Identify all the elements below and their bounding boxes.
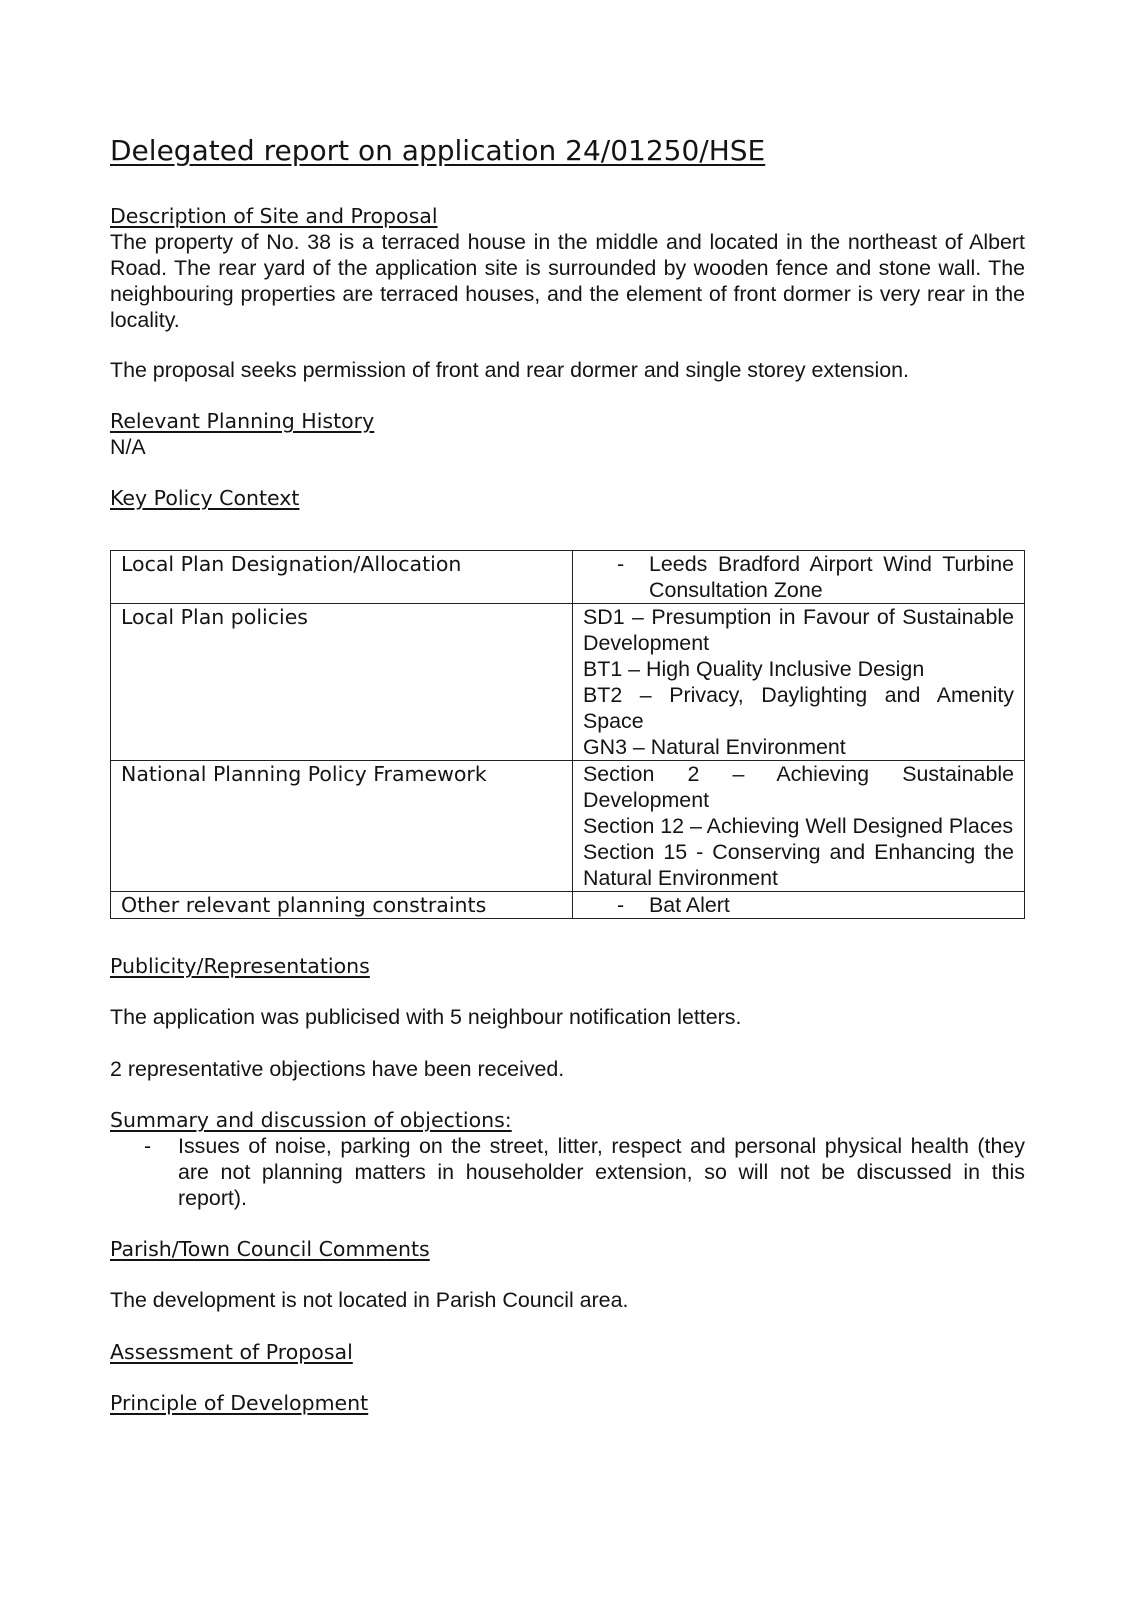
site-description: The property of No. 38 is a terraced house in the middle and located in the northeast of Albert Road. The rear yard of the application site is surrounded by wooden fence and stone wall. The neighbouring properties are terraced houses, and the element of front dormer is very rear in the locality. (110, 230, 1025, 332)
list-item: BT1 – High Quality Inclusive Design (583, 657, 925, 681)
list-item: - Bat Alert (617, 893, 730, 917)
row-label: National Planning Policy Framework (111, 761, 573, 892)
objections-list (110, 1133, 1025, 1211)
history-heading: Relevant Planning History (110, 409, 375, 433)
table-row (111, 604, 1025, 761)
publicity-heading: Publicity/Representations (110, 954, 370, 978)
row-value (573, 551, 1025, 604)
page-title: Delegated report on application 24/01250/HSE (110, 134, 766, 167)
principle-heading: Principle of Development (110, 1391, 369, 1415)
row-value (573, 761, 1025, 892)
list-item: Issues of noise, parking on the street, litter, respect and personal physical health (they are not planning matters in householder extension, so will not be discussed in this report). (178, 1134, 1025, 1210)
table-row (111, 892, 1025, 919)
table-row (111, 551, 1025, 604)
list-item: - Leeds Bradford Airport Wind Turbine Consultation Zone (617, 552, 1014, 602)
history-text: N/A (110, 435, 146, 459)
list-bullet: - (144, 1134, 152, 1158)
objections-heading: Summary and discussion of objections: (110, 1108, 512, 1132)
list-item: Section 15 - Conserving and Enhancing the Natural Environment (583, 840, 1014, 890)
list-item: Section 12 – Achieving Well Designed Places (583, 814, 1014, 838)
list-item: SD1 – Presumption in Favour of Sustainable Development (583, 605, 1014, 655)
objections-count: 2 representative objections have been received. (110, 1057, 565, 1081)
proposal-description: The proposal seeks permission of front and rear dormer and single storey extension. (110, 358, 909, 382)
row-value (573, 604, 1025, 761)
site-heading: Description of Site and Proposal (110, 204, 438, 228)
policy-heading: Key Policy Context (110, 486, 300, 510)
row-label: Local Plan policies (111, 604, 573, 761)
list-item: BT2 – Privacy, Daylighting and Amenity Space (583, 683, 1014, 733)
assessment-heading: Assessment of Proposal (110, 1340, 353, 1364)
row-label: Other relevant planning constraints (111, 892, 573, 919)
parish-heading: Parish/Town Council Comments (110, 1237, 430, 1261)
publicity-text: The application was publicised with 5 neighbour notification letters. (110, 1005, 742, 1029)
row-value (573, 892, 1025, 919)
list-item: Section 2 – Achieving Sustainable Development (583, 762, 1014, 812)
parish-text: The development is not located in Parish Council area. (110, 1288, 629, 1312)
list-item: GN3 – Natural Environment (583, 735, 846, 759)
table-row (111, 761, 1025, 892)
policy-table (110, 550, 1025, 919)
row-label: Local Plan Designation/Allocation (111, 551, 573, 604)
